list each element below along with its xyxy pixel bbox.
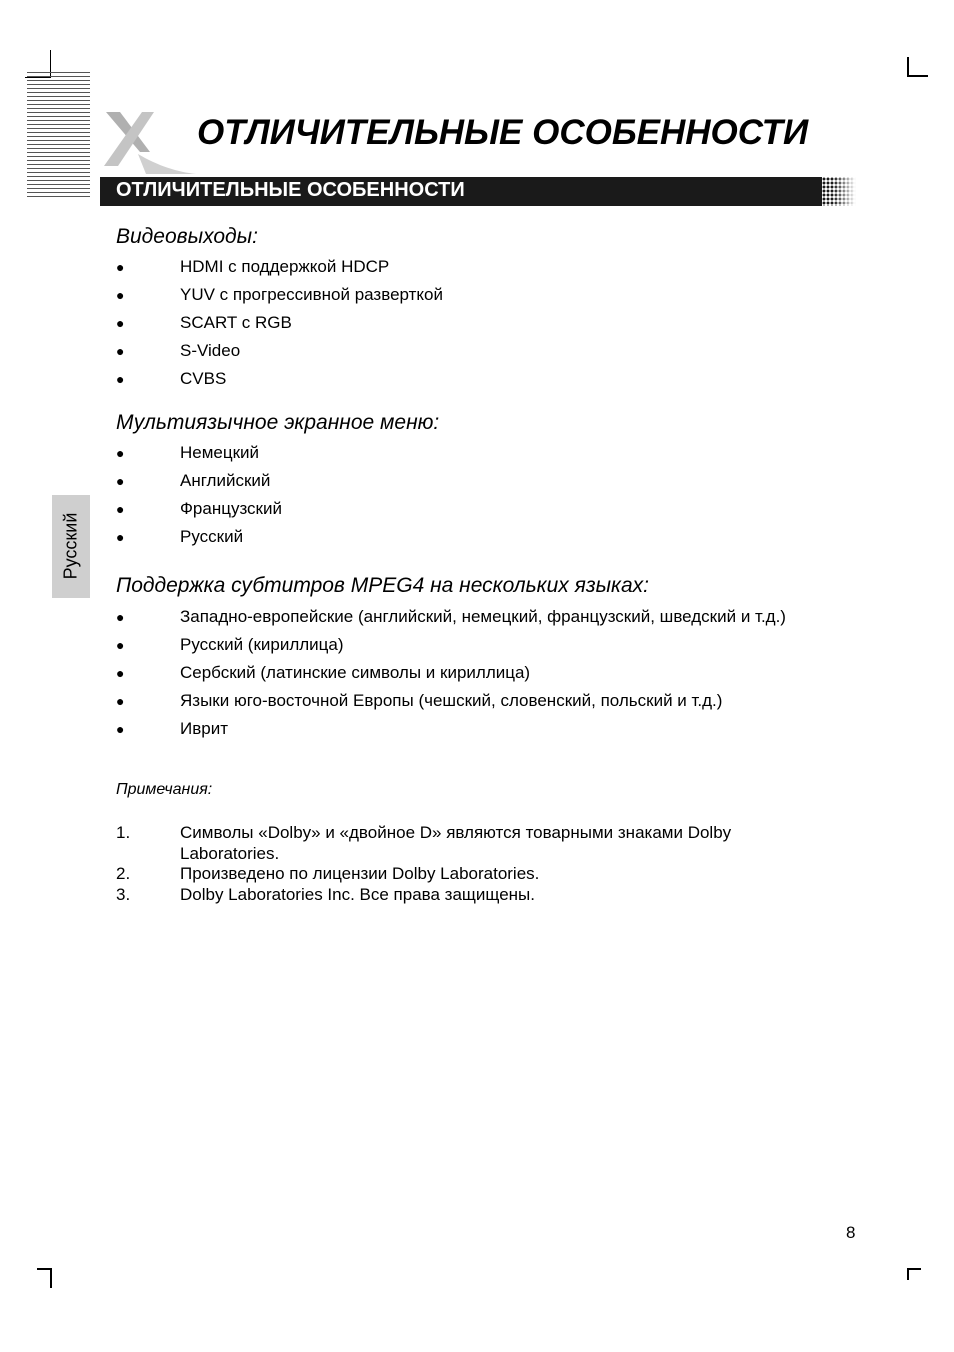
list-item-text: Русский (кириллица): [180, 635, 344, 654]
bullet-icon: ●: [116, 501, 125, 517]
list-item-text: CVBS: [180, 369, 227, 388]
crop-mark-bottom-left-vertical: [50, 1268, 52, 1288]
decorative-stripes: [27, 72, 90, 200]
list-item-text: Языки юго-восточной Европы (чешский, словенский, польский и т.д.): [180, 691, 723, 710]
bullet-icon: ●: [116, 609, 125, 625]
crop-mark-top-right-vertical: [907, 57, 909, 77]
list-item-text: SCART с RGB: [180, 313, 292, 332]
page-title: ОТЛИЧИТЕЛЬНЫЕ ОСОБЕННОСТИ: [197, 113, 809, 152]
list-item-text: HDMI с поддержкой HDCP: [180, 257, 390, 276]
list-item-text: Немецкий: [180, 443, 260, 462]
page-number: 8: [846, 1223, 856, 1242]
list-item-text: Английский: [180, 471, 271, 490]
list-item-text: Иврит: [180, 719, 228, 738]
note-number: 3.: [116, 884, 131, 904]
note-number: 2.: [116, 864, 131, 883]
osd-languages-heading: Мультиязычное экранное меню:: [116, 411, 440, 434]
list-item-text: Западно-европейские (английский, немецкий, французский, шведский и т.д.): [180, 607, 786, 626]
crop-mark-bottom-right-horizontal: [907, 1268, 921, 1270]
note-item: [116, 823, 820, 864]
bullet-icon: ●: [116, 693, 125, 709]
bullet-icon: ●: [116, 343, 125, 359]
notes-list: [116, 823, 820, 905]
subtitle-languages-heading: Поддержка субтитров MPEG4 на нескольких языках:: [116, 574, 649, 597]
section-bar-dot-pattern: [818, 177, 856, 206]
bullet-icon: ●: [116, 637, 125, 653]
bullet-icon: ●: [116, 473, 125, 489]
note-text: Dolby Laboratories Inc. Все права защищены.: [180, 884, 535, 904]
list-item-text: YUV с прогрессивной разверткой: [180, 285, 443, 304]
bullet-icon: ●: [116, 259, 125, 275]
crop-mark-top-right-horizontal: [907, 75, 928, 77]
list-item-text: Сербский (латинские символы и кириллица): [180, 663, 531, 682]
note-item: [116, 864, 820, 885]
note-text: Символы «Dolby» и «двойное D» являются товарными знаками Dolby Laboratories.: [180, 823, 732, 863]
note-item: [116, 885, 820, 906]
bullet-icon: ●: [116, 371, 125, 387]
list-item-text: Французский: [180, 499, 282, 518]
bullet-icon: ●: [116, 287, 125, 303]
note-text: Произведено по лицензии Dolby Laboratories.: [180, 864, 540, 883]
notes-label: Примечания:: [116, 781, 213, 798]
bullet-icon: ●: [116, 445, 125, 461]
bullet-icon: ●: [116, 721, 125, 737]
bullet-icon: ●: [116, 665, 125, 681]
crop-mark-bottom-right-vertical: [907, 1268, 909, 1280]
section-header-title: ОТЛИЧИТЕЛЬНЫЕ ОСОБЕННОСТИ: [116, 179, 465, 201]
bullet-icon: ●: [116, 315, 125, 331]
list-item-text: S-Video: [180, 341, 241, 360]
note-number: 1.: [116, 823, 131, 842]
bullet-icon: ●: [116, 529, 125, 545]
list-item-text: Русский: [180, 527, 244, 546]
language-side-tab-label: Русский: [60, 512, 81, 580]
brand-x-logo: [98, 108, 198, 176]
video-outputs-heading: Видеовыходы:: [116, 225, 258, 248]
